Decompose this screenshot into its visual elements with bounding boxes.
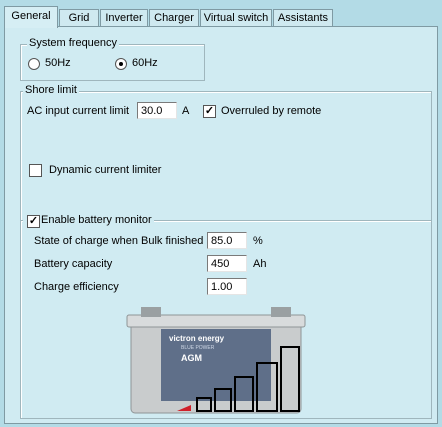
enable-battery-monitor-checkbox[interactable]: ✓ (28, 215, 39, 227)
battery-brand-text: victron energy (169, 334, 225, 343)
soc-unit: % (253, 235, 263, 247)
shore-limit-group (20, 84, 432, 222)
overruled-by-remote-label: Overruled by remote (221, 105, 322, 117)
ac-input-current-limit-label: AC input current limit (27, 105, 130, 117)
soc-bulk-finished-label: State of charge when Bulk finished (34, 235, 204, 247)
enable-battery-monitor-label: Enable battery monitor (23, 214, 154, 226)
charge-efficiency-label: Charge efficiency (34, 281, 119, 293)
radio-60hz-label: 60Hz (132, 57, 158, 69)
radio-50hz[interactable] (28, 58, 40, 70)
charge-efficiency-field[interactable]: 1.00 (207, 278, 247, 295)
dynamic-current-limiter-label: Dynamic current limiter (49, 164, 162, 176)
general-tab-panel (4, 26, 438, 424)
tab-inverter[interactable]: Inverter (100, 9, 148, 27)
ac-input-current-limit-field[interactable]: 30.0 (137, 102, 177, 119)
radio-60hz[interactable] (115, 58, 127, 70)
ac-input-unit: A (182, 105, 190, 117)
tab-charger[interactable]: Charger (149, 9, 199, 27)
battery-capacity-label: Battery capacity (34, 258, 113, 270)
agm-battery-image (121, 301, 311, 416)
tab-virtual-switch[interactable]: Virtual switch (200, 9, 272, 27)
battery-badge-text: AGM (181, 353, 202, 363)
system-frequency-title: System frequency (29, 37, 118, 49)
tab-assistants[interactable]: Assistants (273, 9, 333, 27)
dynamic-current-limiter-checkbox[interactable] (29, 164, 42, 177)
battery-tagline-text: BLUE POWER (181, 345, 215, 351)
overruled-by-remote-checkbox[interactable]: ✓ (204, 105, 215, 117)
radio-50hz-label: 50Hz (45, 57, 71, 69)
tab-general[interactable]: General (4, 6, 58, 28)
battery-monitor-group (20, 214, 432, 419)
system-frequency-group (20, 37, 205, 81)
battery-capacity-field[interactable]: 450 (207, 255, 247, 272)
tab-grid[interactable]: Grid (59, 9, 99, 27)
capacity-unit: Ah (253, 258, 267, 270)
shore-limit-title: Shore limit (25, 84, 77, 96)
soc-bulk-finished-field[interactable]: 85.0 (207, 232, 247, 249)
